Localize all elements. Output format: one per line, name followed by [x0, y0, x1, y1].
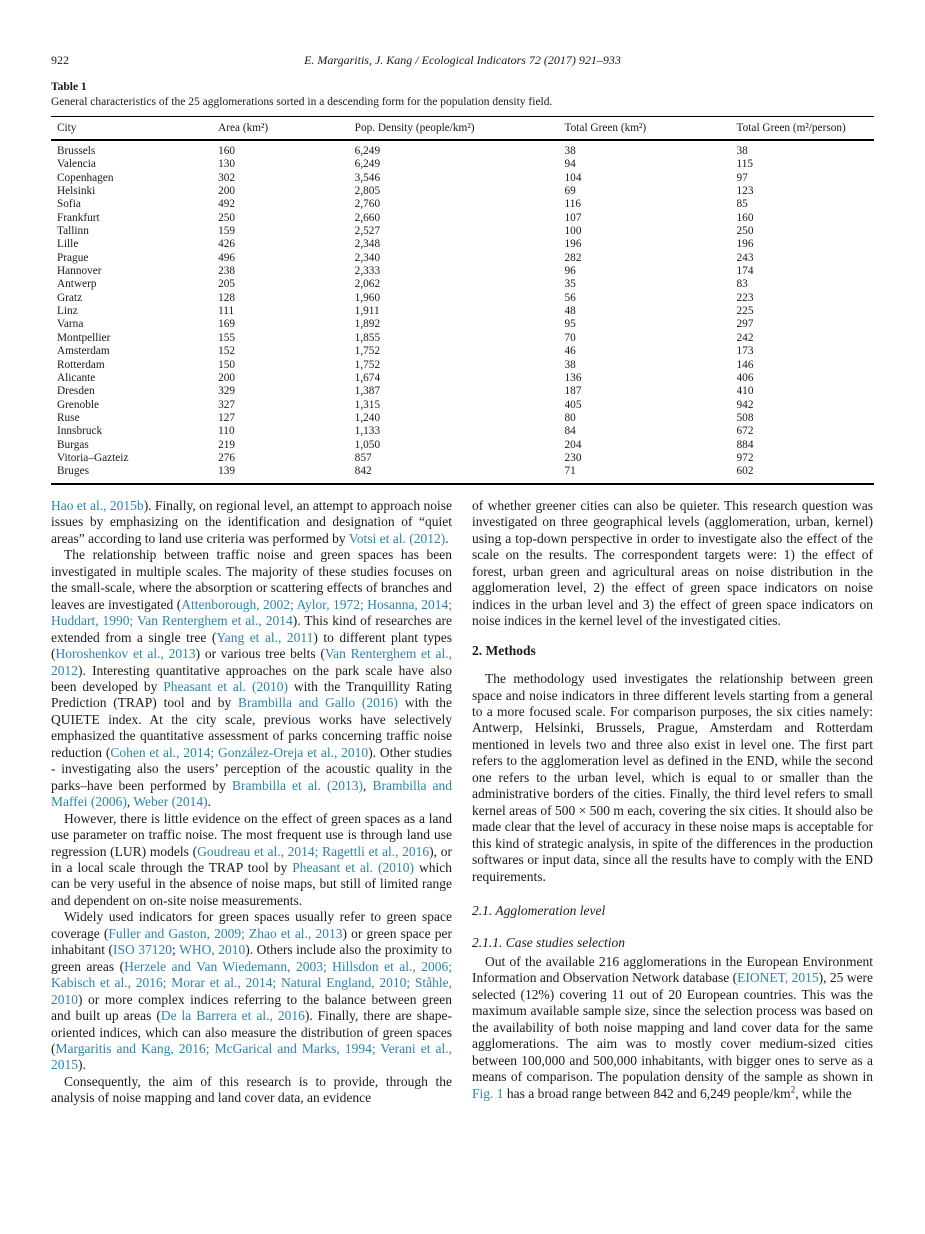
table-cell: 150 — [218, 358, 236, 371]
paragraph: The relationship between traffic noise and green spaces has been investigated in multiple scales. The majority of these studies focuses on the small-scale, where the absorption or scattering effects of branches and leaves are investigated (Attenborough, 2002; Aylor, 1972; Hosanna, 2014; Huddart, 1990; Van Renterghem et al., 2014). This kind of researches are extended from a single tree (Yang et al., 2011) to different plant types (Horoshenkov et al., 2013) or various tree belts (Van Renterghem et al., 2012). Interesting quantitative approaches on the park scale have also been developed by Pheasant et al. (2010) with the Tranquillity Rating Prediction (TRAP) tool and by Brambilla and Gallo (2016) with the QUIETE index. At the city scale, previous works have selectively emphasized the quantitative assessment of parks concerning traffic noise reduction (Cohen et al., 2014; González-Oreja et al., 2010). Other studies - investigating also the users’ perception of the acoustic quality in the parks–have been performed by Brambilla et al. (2013), Brambilla and Maffei (2006), Weber (2014). — [51, 547, 453, 810]
table-cell: 85 — [736, 198, 748, 211]
table-cell: 297 — [736, 318, 754, 331]
table-cell: 70 — [564, 331, 576, 344]
table-cell: 38 — [564, 145, 576, 157]
table-cell: 128 — [218, 291, 236, 304]
table-cell: 1,315 — [354, 398, 381, 411]
table-cell: 1,911 — [354, 305, 380, 318]
table-cell: 160 — [736, 211, 754, 224]
table-cell: 104 — [564, 171, 582, 184]
column-header: City — [57, 122, 77, 134]
page-number: 922 — [51, 53, 69, 67]
table-cell: 250 — [736, 225, 754, 238]
citation-link[interactable]: Fig. 1 — [472, 1085, 504, 1101]
table-cell: 96 — [564, 265, 576, 278]
running-head: E. Margaritis, J. Kang / Ecological Indicators 72 (2017) 921–933 — [304, 53, 621, 67]
table-cell: 174 — [736, 265, 754, 278]
section-heading: 2.1. Agglomeration level — [472, 902, 606, 918]
table-cell: 1,240 — [354, 411, 381, 424]
table-cell: 94 — [564, 158, 576, 171]
citation-link[interactable]: Weber (2014) — [133, 794, 208, 810]
table-cell: 972 — [736, 451, 754, 464]
column-header: Area (km²) — [218, 122, 269, 134]
table-cell: 225 — [736, 305, 754, 318]
table-cell: 329 — [218, 385, 236, 398]
citation-link[interactable]: Cohen et al., 2014; González-Oreja et al., 2010 — [110, 744, 369, 760]
table-cell: 80 — [564, 411, 576, 424]
table-cell: 169 — [218, 318, 236, 331]
table-cell: 1,674 — [354, 371, 381, 384]
table-row — [51, 359, 874, 372]
table-row — [51, 318, 874, 331]
table-label: Table 1 — [51, 81, 87, 93]
table-row — [51, 252, 874, 265]
table-cell: 243 — [736, 251, 754, 264]
table-cell: 327 — [218, 398, 236, 411]
table-cell: 496 — [218, 251, 236, 264]
citation-link[interactable]: Votsi et al. (2012) — [348, 530, 446, 546]
citation-link[interactable]: Herzele and Van Wiedemann, 2003; Hillsdon et al., 2006; Kabisch et al., 2016; Morar et al., 2014; Natural England, 2010; Ståhle, 2010 — [51, 958, 452, 1007]
table-row — [51, 292, 874, 305]
table-cell: Brussels — [57, 145, 96, 157]
table-cell: Tallinn — [57, 225, 89, 238]
table-row — [51, 412, 874, 425]
table-row — [51, 305, 874, 318]
citation-link[interactable]: EIONET, 2015 — [737, 970, 819, 986]
section-heading: 2.1.1. Case studies selection — [472, 935, 625, 951]
table-cell: 110 — [218, 425, 235, 438]
citation-link[interactable]: Horoshenkov et al., 2013 — [55, 646, 196, 662]
table-cell: 159 — [218, 225, 236, 238]
left-column — [51, 498, 452, 1107]
table-row — [51, 140, 874, 158]
table-cell: Prague — [57, 251, 89, 264]
table-cell: 1,050 — [354, 438, 381, 451]
table-cell: 115 — [736, 158, 754, 171]
table-cell: 410 — [736, 385, 754, 398]
paragraph: Consequently, the aim of this research is to provide, through the analysis of noise mapping and land cover data, an evidence — [51, 1073, 452, 1106]
table-cell: 155 — [218, 331, 236, 344]
table-cell: 130 — [218, 158, 236, 171]
citation-link[interactable]: Van Renterghem et al., 2012 — [51, 646, 452, 678]
table-cell: 942 — [736, 398, 754, 411]
table-cell: 602 — [736, 465, 754, 478]
paragraph: of whether greener cities can also be quieter. This research question was investigated on three geographical levels (agglomeration, urban, kernel) using a top-down perspective in order to investigate also the effect of the scale on the results. The correspondent targets were: 1) the effect of forest, urban green and agricultural areas on noise distribution in the agglomeration level, 2) the effect of green space indicators on noise indices in the urban level and 3) the effect of green space indicators on noise indices in the kernel level of the investigated cities. — [472, 498, 873, 629]
paragraph: The methodology used investigates the relationship between green space and noise indicators in three different levels starting from a general to a more focused scale. For comparison purposes, the six cities namely: Antwerp, Helsinki, Brussels, Prague, Amsterdam and Rotterdam mentioned in levels two and three also exist in level one. The first part refers to the agglomeration level as defined in the END, while the second one refers to the urban level, which is equal to or smaller than the administrative borders of the cities. Finally, the third level refers to small kernel areas of 500 × 500 m each, covering the six cities. It should also be made clear that the level of accuracy in these noise maps is acceptable for this kind of strategic analysis, in spite of the differences in the production softwares or input data, since all the results have to comply with the END requirements. — [472, 671, 873, 884]
citation-link[interactable]: Attenborough, 2002; Aylor, 1972; Hosanna, 2014; Huddart, 1990; Van Renterghem et al., 2014 — [51, 596, 452, 629]
table-cell: 276 — [218, 451, 236, 464]
table-cell: 3,546 — [354, 171, 381, 184]
citation-link[interactable]: Yang et al., 2011 — [216, 629, 314, 645]
table-cell: 56 — [564, 291, 576, 304]
table-cell: 426 — [218, 238, 236, 251]
paragraph: Hao et al., 2015b). Finally, on regional level, an attempt to approach noise issues by emphasizing on the identification and designation of “quiet areas” according to land use criteria was performed by Votsi et al. (2012). — [51, 498, 452, 546]
paragraph: Widely used indicators for green spaces usually refer to green space coverage (Fuller and Gaston, 2009; Zhao et al., 2013) or green space per inhabitant (ISO 37120; WHO, 2010). Others include also the proximity to green areas (Herzele and Van Wiedemann, 2003; Hillsdon et al., 2006; Kabisch et al., 2016; Morar et al., 2014; Natural England, 2010; Ståhle, 2010) or more complex indices referring to the balance between green and built up areas (De la Barrera et al., 2016). Finally, there are shape-oriented indices, which can also measure the distribution of green spaces (Margaritis and Kang, 2016; McGarical and Marks, 1994; Verani et al., 2015). — [51, 909, 452, 1073]
citation-link[interactable]: Brambilla et al. (2013) — [231, 777, 363, 793]
table-cell: 2,333 — [354, 265, 381, 278]
table-cell: 1,752 — [354, 345, 381, 358]
citation-link[interactable]: Pheasant et al. (2010) — [163, 678, 288, 694]
right-column — [472, 498, 873, 1107]
table-row — [51, 385, 874, 398]
section-heading: 2. Methods — [472, 642, 536, 658]
table-cell: 173 — [736, 345, 754, 358]
table-cell: 83 — [736, 278, 748, 291]
table-cell: 123 — [736, 185, 754, 198]
table-cell: 2,660 — [354, 211, 381, 224]
table-cell: 71 — [564, 465, 576, 478]
table-cell: 146 — [736, 358, 754, 371]
citation-link[interactable]: Hao et al., 2015b — [51, 498, 144, 513]
table-cell: 2,805 — [354, 185, 381, 198]
table-cell: Helsinki — [57, 185, 96, 198]
paragraph: Out of the available 216 agglomerations in the European Environment Information and Observation Network database (EIONET, 2015), 25 were selected (12%) covering 11 out of 20 European countries. This was the maximum available sample size, since the selection process was based on the availability of both noise mapping and land cover data for the same agglomerations. The aim was to mostly cover medium-sized cities between 100,000 and 500,000 inhabitants, with bigger ones to serve as a means of comparison. The population density of the sample as shown in Fig. 1 has a broad range between 842 and 6,249 people/$km^2$, while the — [472, 953, 873, 1101]
table-cell: 282 — [564, 251, 582, 264]
table-cell: 100 — [564, 225, 582, 238]
table-cell: 204 — [564, 438, 582, 451]
table-cell: Innsbruck — [57, 425, 103, 438]
citation-link[interactable]: Pheasant et al. (2010) — [292, 859, 415, 875]
citation-link[interactable]: Fuller and Gaston, 2009; Zhao et al., 2013 — [108, 925, 343, 941]
table-row — [51, 399, 874, 412]
table-cell: 1,133 — [354, 425, 381, 438]
table-cell: Burgas — [57, 438, 89, 451]
citation-link[interactable]: ISO 37120 — [113, 942, 173, 958]
table-cell: Linz — [57, 305, 78, 318]
table-cell: 1,960 — [354, 291, 381, 304]
table-cell: 238 — [218, 265, 236, 278]
table-cell: Alicante — [57, 371, 96, 384]
table-cell: 200 — [218, 185, 236, 198]
superscript: 2 — [790, 1084, 796, 1094]
table-cell: 857 — [354, 451, 372, 464]
agglomerations-table — [51, 116, 874, 485]
table-cell: 38 — [736, 145, 748, 157]
table-cell: 2,062 — [354, 278, 381, 291]
table-caption: General characteristics of the 25 agglomerations sorted in a descending form for the population density field. — [51, 96, 553, 108]
table-row — [51, 332, 874, 345]
table-row — [51, 172, 874, 185]
table-row — [51, 425, 874, 438]
table-cell: Dresden — [57, 385, 95, 398]
table-cell: 672 — [736, 425, 754, 438]
table-cell: 97 — [736, 171, 748, 184]
table-row — [51, 465, 874, 483]
table-cell: 160 — [218, 145, 236, 157]
table-cell: 1,892 — [354, 318, 381, 331]
table-cell: 48 — [564, 305, 576, 318]
table-1-block — [51, 81, 874, 485]
table-cell: 406 — [736, 371, 754, 384]
table-cell: 196 — [564, 238, 582, 251]
table-cell: Rotterdam — [57, 358, 105, 371]
table-row — [51, 265, 874, 278]
table-head — [51, 117, 874, 141]
table-cell: 842 — [354, 465, 372, 478]
table-cell: 1,752 — [354, 358, 381, 371]
table-cell: 46 — [564, 345, 576, 358]
table-row — [51, 158, 874, 171]
table-cell: Hannover — [57, 265, 102, 278]
table-row — [51, 238, 874, 251]
table-header-row — [51, 117, 874, 141]
table-cell: Amsterdam — [57, 345, 110, 358]
table-cell: 152 — [218, 345, 236, 358]
table-row — [51, 212, 874, 225]
table-cell: 302 — [218, 171, 236, 184]
table-cell: 2,348 — [354, 238, 381, 251]
table-row — [51, 278, 874, 291]
table-cell: Montpellier — [57, 331, 111, 344]
table-cell: Vitoria–Gazteiz — [57, 451, 129, 464]
table-row — [51, 452, 874, 465]
column-header: Total Green (km²) — [564, 122, 647, 134]
table-cell: 1,855 — [354, 331, 381, 344]
citation-link[interactable]: Brambilla and Gallo (2016) — [238, 695, 398, 711]
table-cell: 242 — [736, 331, 754, 344]
table-cell: 116 — [564, 198, 582, 211]
table-row — [51, 439, 874, 452]
table-cell: Sofia — [57, 198, 81, 211]
table-cell: 136 — [564, 371, 582, 384]
table-cell: 250 — [218, 211, 236, 224]
table-cell: 95 — [564, 318, 576, 331]
table-cell: 219 — [218, 438, 236, 451]
table-cell: 1,387 — [354, 385, 381, 398]
citation-link[interactable]: Goudreau et al., 2014; Ragettli et al., 2016 — [197, 843, 430, 859]
table-cell: 107 — [564, 211, 582, 224]
table-cell: 139 — [218, 465, 236, 478]
column-header: Pop. Density (people/km²) — [354, 122, 475, 134]
table-cell: 84 — [564, 425, 576, 438]
page-header — [51, 53, 874, 69]
table-cell: 200 — [218, 371, 236, 384]
table-cell: Ruse — [57, 411, 80, 424]
citation-link[interactable]: Margaritis and Kang, 2016; McGarical and Marks, 1994; Verani et al., 2015 — [51, 1040, 452, 1073]
table-cell: 2,527 — [354, 225, 381, 238]
table-row — [51, 372, 874, 385]
table-cell: 492 — [218, 198, 236, 211]
citation-link[interactable]: Brambilla and Maffei (2006) — [51, 777, 452, 810]
table-cell: 38 — [564, 358, 576, 371]
table-cell: Antwerp — [57, 278, 97, 291]
table-cell: 69 — [564, 185, 576, 198]
table-cell: 127 — [218, 411, 236, 424]
table-cell: 6,249 — [354, 145, 381, 157]
citation-link[interactable]: De la Barrera et al., 2016 — [160, 1008, 305, 1024]
table-cell: 205 — [218, 278, 236, 291]
column-header: Total Green (m²/person) — [736, 122, 846, 134]
table-row — [51, 198, 874, 211]
table-cell: 230 — [564, 451, 582, 464]
table-cell: 508 — [736, 411, 754, 424]
table-cell: Valencia — [57, 158, 96, 171]
table-row — [51, 185, 874, 198]
table-cell: Bruges — [57, 465, 90, 478]
paragraph: However, there is little evidence on the effect of green spaces as a land use parameter on traffic noise. The most frequent use is through land use regression (LUR) models (Goudreau et al., 2014; Ragettli et al., 2016), or in a local scale through the TRAP tool by Pheasant et al. (2010) which can be very useful in the absence of noise maps, but still of limited range and dependent on on-site noise measurements. — [51, 810, 452, 908]
table-cell: 6,249 — [354, 158, 381, 171]
table-cell: Varna — [57, 318, 84, 331]
table-cell: 35 — [564, 278, 576, 291]
table-row — [51, 345, 874, 358]
table-cell: Lille — [57, 238, 79, 251]
body-columns — [51, 498, 874, 1107]
table-cell: Gratz — [57, 291, 83, 304]
table-cell: 405 — [564, 398, 582, 411]
table-cell: 187 — [564, 385, 582, 398]
table-cell: Copenhagen — [57, 171, 114, 184]
table-cell: 2,340 — [354, 251, 381, 264]
table-row — [51, 225, 874, 238]
citation-link[interactable]: WHO, 2010 — [179, 942, 246, 958]
table-cell: Grenoble — [57, 398, 100, 411]
table-cell: 196 — [736, 238, 754, 251]
table-body — [51, 140, 874, 484]
table-cell: 884 — [736, 438, 754, 451]
table-cell: Frankfurt — [57, 211, 100, 224]
table-cell: 223 — [736, 291, 754, 304]
table-cell: 111 — [218, 305, 235, 318]
table-cell: 2,760 — [354, 198, 381, 211]
